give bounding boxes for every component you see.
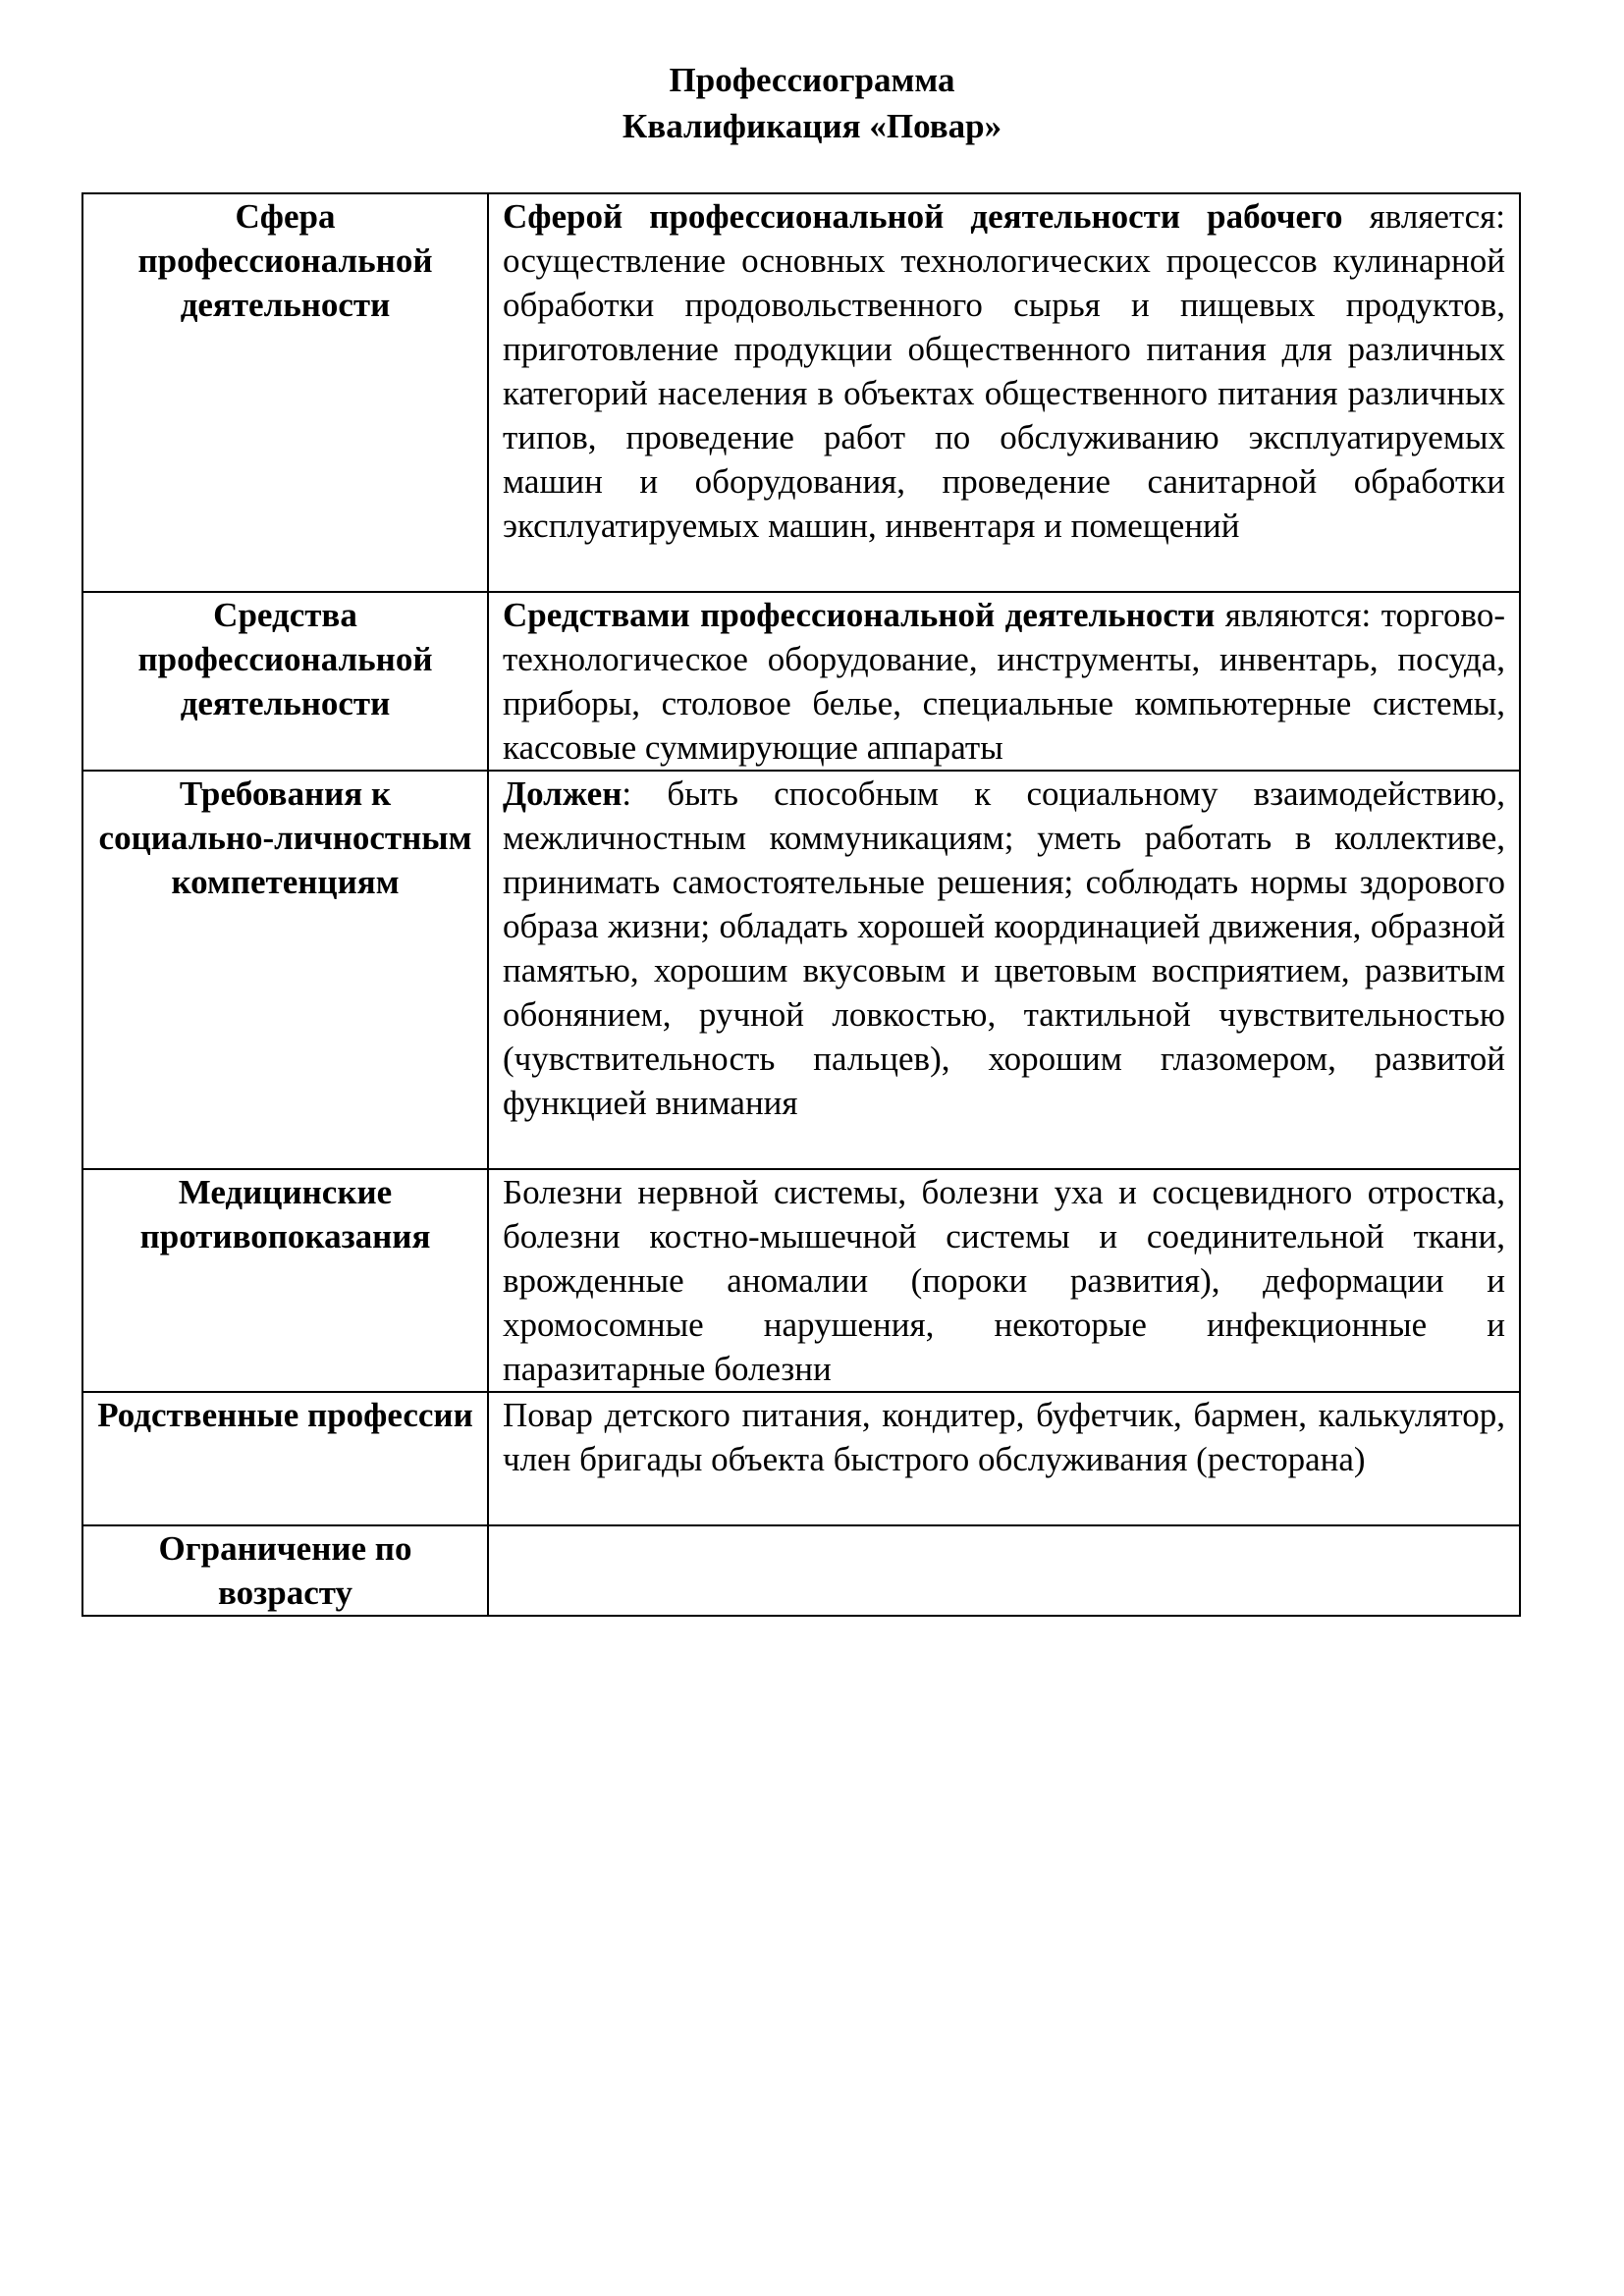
table-row [82,592,1520,771]
row-label: Медицинские противопоказания [82,1169,488,1392]
row-content [488,592,1520,771]
row-content [488,193,1520,592]
profession-table [81,192,1521,1617]
row-label: Средства профессиональной деятельности [82,592,488,771]
row-lead: Сферой профессиональной деятельности рабочего [503,197,1343,236]
document-title: Профессиограмма [669,61,955,99]
table-row [82,1392,1520,1525]
row-lead: Средствами профессиональной деятельности [503,596,1216,634]
row-text: Болезни нервной системы, болезни уха и сосцевидного отростка, болезни костно-мышечной системы и соединительной ткани, врожденные аномалии (пороки развития), деформации и хромосомные нарушения, некоторые инфекционные и паразитарные болезни [503,1173,1505,1388]
row-label: Родственные профессии [82,1392,488,1525]
table-row [82,1169,1520,1392]
row-label: Требования к социально-личностным компетенциям [82,771,488,1169]
row-text: Повар детского питания, кондитер, буфетчик, бармен, калькулятор, член бригады объекта быстрого обслуживания (ресторана) [503,1396,1505,1478]
table-row [82,771,1520,1169]
table-row [82,193,1520,592]
row-text: является: осуществление основных технологических процессов кулинарной обработки продовольственного сырья и пищевых продуктов, приготовление продукции общественного питания для различных категорий населения в объектах общественного питания различных типов, проведение работ по обслуживанию эксплуатируемых машин и оборудования, проведение санитарной обработки эксплуатируемых машин, инвентаря и помещений [503,197,1505,545]
row-text: являются: торгово-технологическое оборудование, инструменты, инвентарь, посуда, приборы, столовое белье, специальные компьютерные системы, кассовые суммирующие аппараты [503,596,1505,767]
row-content [488,1525,1520,1616]
table-row [82,1525,1520,1616]
row-content [488,1392,1520,1525]
row-label: Ограничение по возрасту [82,1525,488,1616]
row-content [488,771,1520,1169]
row-text: : быть способным к социальному взаимодействию, межличностным коммуникациям; уметь работать в коллективе, принимать самостоятельные решения; соблюдать нормы здорового образа жизни; обладать хорошей координацией движения, образной памятью, хорошим вкусовым и цветовым восприятием, развитым обонянием, ручной ловкостью, тактильной чувствительностью (чувствительность пальцев), хорошим глазомером, развитой функцией внимания [503,774,1505,1122]
row-lead: Должен [503,774,623,813]
document-subtitle: Квалификация «Повар» [622,107,1002,145]
row-label: Сфера профессиональной деятельности [82,193,488,592]
row-content [488,1169,1520,1392]
document-header [0,57,1624,149]
